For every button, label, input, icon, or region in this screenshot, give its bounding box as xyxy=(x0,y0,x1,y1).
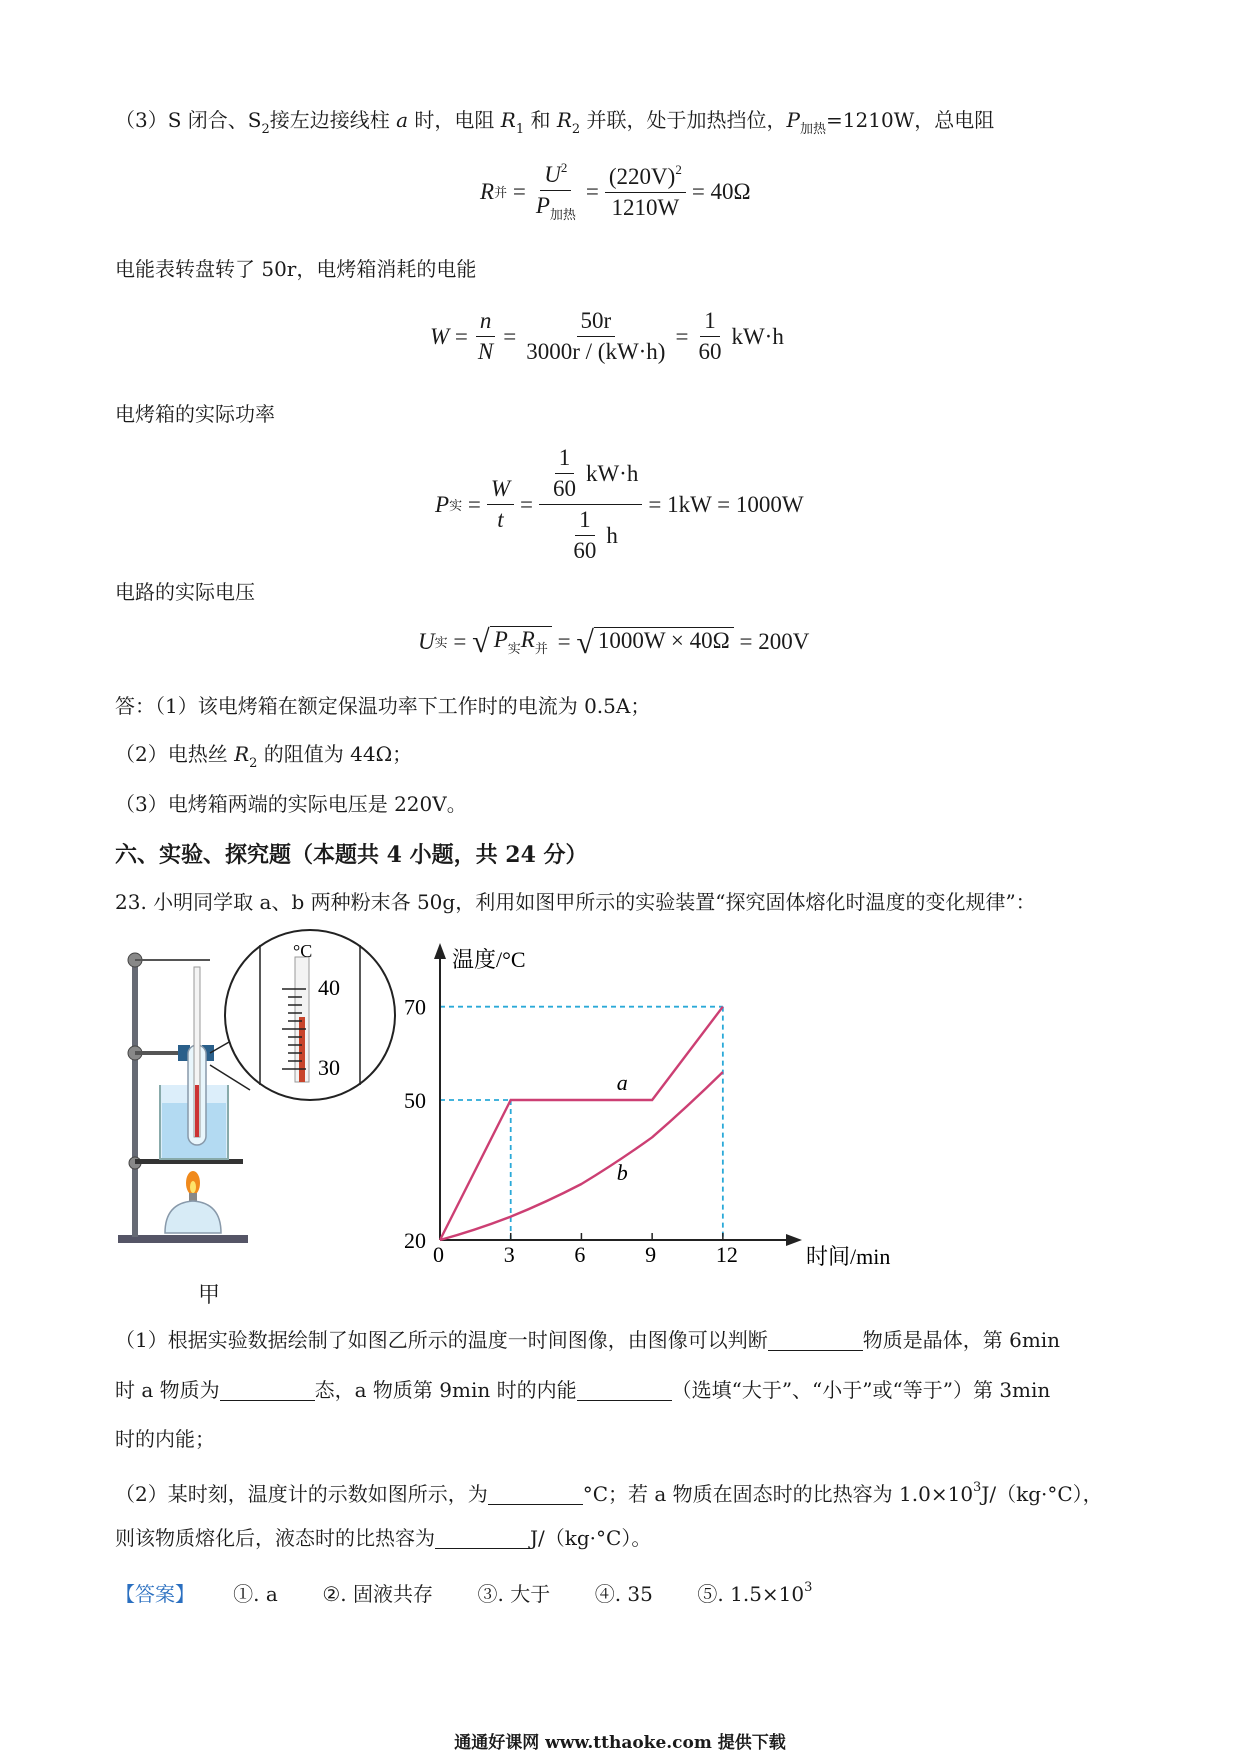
apparatus-figure xyxy=(110,935,370,1245)
q1-line-3: 时的内能； xyxy=(115,1427,215,1451)
q2-line-1: （2）某时刻，温度计的示数如图所示，为 °C；若 a 物质在固态时的比热容为 $1.0\times 10^3J/(kg\cdot^\circ C)$， xyxy=(115,1480,1103,1506)
part3-intro: （3）S 闭合、$S_2$接左边接线柱 a 时，电阻 $R_1$ 和 $R_2$ 并联，处于加热挡位，$P_{加热}=1210W$，总电阻 xyxy=(115,108,995,137)
answer-1: 答：（1）该电烤箱在额定保温功率下工作时的电流为 0.5A； xyxy=(115,694,651,718)
x-tick-label-9: 9 xyxy=(645,1242,657,1267)
question-23-stem: 23. 小明同学取 a、b 两种粉末各 50g，利用如图甲所示的实验装置“探究固体熔化时温度的变化规律”： xyxy=(115,890,1036,914)
y-axis-label: 温度/°C xyxy=(452,947,526,972)
equation-resistance: R 并 = $\frac{U^2}{P_{加热}}$ = $\frac{(220V)^2}{1210W}$ = 40Ω xyxy=(480,160,751,222)
series-line-a xyxy=(440,1007,723,1240)
alcohol-lamp xyxy=(165,1201,221,1233)
x-tick-label-3: 3 xyxy=(503,1242,515,1267)
stand-rod xyxy=(132,955,138,1237)
series-label-a: a xyxy=(616,1070,628,1095)
series-label-b: b xyxy=(616,1160,628,1185)
section-heading: 六、实验、探究题（本题共 4 小题，共 24 分） xyxy=(115,842,588,868)
equation-voltage: U 实 = √ $P_实R_并$ = √ 1000W × 40Ω = 200V xyxy=(418,623,810,660)
x-tick-label-0: 0 xyxy=(433,1242,444,1267)
y-tick-label-20: 20 xyxy=(404,1228,426,1253)
thermometer-unit: °C xyxy=(293,941,313,961)
answer-key: 【答案】 ①. a ②. 固液共存 ③. 大于 ④. 35 ⑤. $1.5\times 10^3$ xyxy=(115,1580,813,1606)
power-text: 电烤箱的实际功率 xyxy=(115,402,275,426)
answer-3: （3）电烤箱两端的实际电压是 220V。 xyxy=(115,792,467,816)
thermometer-label-30: 30 xyxy=(318,1055,340,1080)
voltage-text: 电路的实际电压 xyxy=(115,580,255,604)
temperature-time-chart xyxy=(380,935,891,1295)
blank-3[interactable] xyxy=(577,1380,672,1401)
figure-label-jia: 甲 xyxy=(198,1283,221,1308)
blank-5[interactable] xyxy=(435,1528,530,1549)
equation-power: P 实 = $\frac{W}{t}$ = $\frac{1}{60}$ kW·h $\frac{1}{60}$ h = 1kW = 1000W xyxy=(435,445,804,563)
footer: 通通好课网 www.tthaoke.com 提供下载 xyxy=(454,1733,786,1753)
answer-2: （2）电热丝 $R_2$ 的阻值为 44Ω； xyxy=(115,742,413,771)
thermometer-label-40: 40 xyxy=(318,975,340,1000)
mercury-column xyxy=(299,1017,305,1082)
equation-energy: W = $\frac{n}{N}$ = $\frac{50r}{3000r / (kW\cdot h)}$ = $\frac{1}{60}$ kW·h xyxy=(430,308,784,364)
blank-1[interactable] xyxy=(768,1330,863,1351)
q2-line-2: 则该物质熔化后，液态时的比热容为 J/（kg·°C）。 xyxy=(115,1526,652,1550)
x-tick-label-6: 6 xyxy=(574,1242,586,1267)
q1-line-2: 时 a 物质为 态，a 物质第 9min 时的内能 （选填“大于”、“小于”或“等于”）第 3min xyxy=(115,1378,1051,1402)
y-axis-arrow xyxy=(434,943,446,959)
y-tick-label-70: 70 xyxy=(404,994,426,1020)
blank-4[interactable] xyxy=(488,1484,583,1505)
q1-line-1: （1）根据实验数据绘制了如图乙所示的温度一时间图像，由图像可以判断 物质是晶体，第 6min xyxy=(115,1328,1061,1352)
x-axis-label: 时间/min xyxy=(806,1244,891,1269)
x-axis-arrow xyxy=(786,1234,802,1246)
blank-2[interactable] xyxy=(220,1380,315,1401)
meter-text: 电能表转盘转了 50r，电烤箱消耗的电能 xyxy=(115,257,477,281)
x-tick-label-12: 12 xyxy=(715,1242,738,1267)
y-tick-label-50: 50 xyxy=(404,1088,426,1113)
answer-label: 【答案】 xyxy=(115,1582,195,1606)
